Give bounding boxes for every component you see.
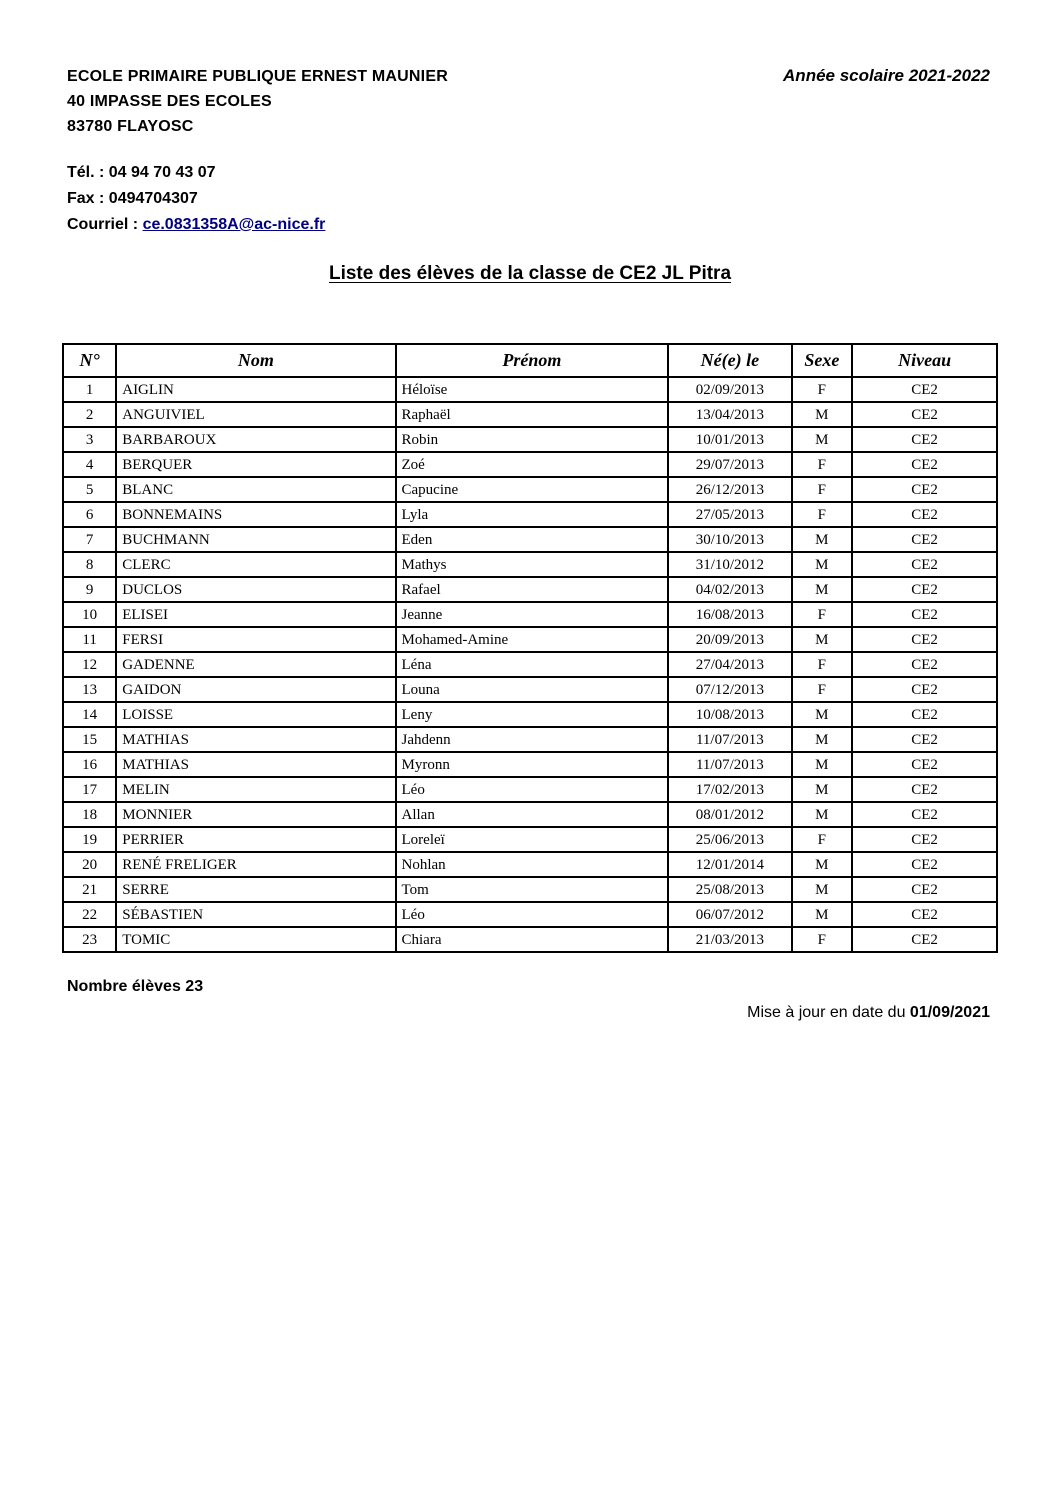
cell-num: 20: [63, 852, 116, 877]
table-header-row: [63, 344, 997, 377]
cell-sexe: M: [792, 877, 853, 902]
cell-nom: GAIDON: [116, 677, 395, 702]
table-row: [63, 377, 997, 402]
cell-num: 21: [63, 877, 116, 902]
page-title: Liste des élèves de la classe de CE2 JL Pitra: [328, 263, 732, 284]
cell-ne-le: 30/10/2013: [668, 527, 791, 552]
phone-line: Tél. : 04 94 70 43 07: [67, 164, 216, 181]
cell-ne-le: 13/04/2013: [668, 402, 791, 427]
table-row: [63, 502, 997, 527]
cell-prenom: Eden: [396, 527, 669, 552]
cell-nom: CLERC: [116, 552, 395, 577]
cell-sexe: F: [792, 602, 853, 627]
table-row: [63, 877, 997, 902]
school-address-block: [67, 64, 448, 139]
cell-ne-le: 31/10/2012: [668, 552, 791, 577]
cell-sexe: F: [792, 652, 853, 677]
cell-num: 5: [63, 477, 116, 502]
cell-num: 6: [63, 502, 116, 527]
cell-prenom: Tom: [396, 877, 669, 902]
cell-ne-le: 26/12/2013: [668, 477, 791, 502]
cell-ne-le: 02/09/2013: [668, 377, 791, 402]
cell-nom: BONNEMAINS: [116, 502, 395, 527]
table-row: [63, 477, 997, 502]
cell-niveau: CE2: [852, 577, 997, 602]
table-row: [63, 577, 997, 602]
cell-num: 2: [63, 402, 116, 427]
cell-sexe: M: [792, 627, 853, 652]
cell-sexe: M: [792, 427, 853, 452]
cell-num: 13: [63, 677, 116, 702]
cell-niveau: CE2: [852, 702, 997, 727]
cell-niveau: CE2: [852, 502, 997, 527]
column-header-sexe: Sexe: [792, 344, 853, 377]
cell-num: 10: [63, 602, 116, 627]
cell-sexe: M: [792, 402, 853, 427]
table-row: [63, 852, 997, 877]
cell-ne-le: 06/07/2012: [668, 902, 791, 927]
cell-num: 15: [63, 727, 116, 752]
cell-prenom: Nohlan: [396, 852, 669, 877]
cell-prenom: Capucine: [396, 477, 669, 502]
column-header-niveau: Niveau: [852, 344, 997, 377]
cell-prenom: Mathys: [396, 552, 669, 577]
cell-num: 18: [63, 802, 116, 827]
cell-nom: MELIN: [116, 777, 395, 802]
cell-niveau: CE2: [852, 777, 997, 802]
cell-nom: TOMIC: [116, 927, 395, 952]
table-row: [63, 927, 997, 952]
cell-num: 3: [63, 427, 116, 452]
cell-ne-le: 21/03/2013: [668, 927, 791, 952]
cell-ne-le: 27/05/2013: [668, 502, 791, 527]
cell-nom: DUCLOS: [116, 577, 395, 602]
table-row: [63, 652, 997, 677]
cell-num: 9: [63, 577, 116, 602]
cell-prenom: Robin: [396, 427, 669, 452]
cell-niveau: CE2: [852, 602, 997, 627]
cell-num: 7: [63, 527, 116, 552]
cell-ne-le: 25/06/2013: [668, 827, 791, 852]
cell-sexe: M: [792, 527, 853, 552]
cell-sexe: F: [792, 477, 853, 502]
cell-nom: FERSI: [116, 627, 395, 652]
cell-prenom: Jahdenn: [396, 727, 669, 752]
cell-nom: SERRE: [116, 877, 395, 902]
cell-ne-le: 12/01/2014: [668, 852, 791, 877]
cell-num: 16: [63, 752, 116, 777]
column-header-prenom: Prénom: [396, 344, 669, 377]
table-row: [63, 777, 997, 802]
cell-sexe: M: [792, 727, 853, 752]
cell-ne-le: 17/02/2013: [668, 777, 791, 802]
cell-niveau: CE2: [852, 752, 997, 777]
cell-sexe: F: [792, 677, 853, 702]
cell-num: 1: [63, 377, 116, 402]
table-row: [63, 827, 997, 852]
cell-num: 19: [63, 827, 116, 852]
cell-prenom: Myronn: [396, 752, 669, 777]
cell-prenom: Lyla: [396, 502, 669, 527]
school-name: ECOLE PRIMAIRE PUBLIQUE ERNEST MAUNIER: [67, 68, 448, 85]
school-address-line1: 40 IMPASSE DES ECOLES: [67, 93, 272, 110]
update-line: [747, 1004, 990, 1022]
cell-num: 4: [63, 452, 116, 477]
table-row: [63, 627, 997, 652]
cell-ne-le: 29/07/2013: [668, 452, 791, 477]
school-year: Année scolaire 2021-2022: [783, 66, 990, 85]
table-row: [63, 527, 997, 552]
table-row: [63, 452, 997, 477]
update-label: Mise à jour en date du: [747, 1004, 910, 1021]
cell-nom: GADENNE: [116, 652, 395, 677]
cell-ne-le: 11/07/2013: [668, 752, 791, 777]
cell-niveau: CE2: [852, 652, 997, 677]
table-row: [63, 427, 997, 452]
students-count: [67, 978, 203, 996]
table-row: [63, 727, 997, 752]
cell-prenom: Allan: [396, 802, 669, 827]
table-row: [63, 602, 997, 627]
cell-nom: MATHIAS: [116, 752, 395, 777]
cell-nom: MATHIAS: [116, 727, 395, 752]
cell-nom: SÉBASTIEN: [116, 902, 395, 927]
cell-ne-le: 10/01/2013: [668, 427, 791, 452]
cell-sexe: F: [792, 927, 853, 952]
table-row: [63, 677, 997, 702]
cell-niveau: CE2: [852, 927, 997, 952]
cell-niveau: CE2: [852, 527, 997, 552]
cell-ne-le: 04/02/2013: [668, 577, 791, 602]
cell-nom: BUCHMANN: [116, 527, 395, 552]
cell-sexe: F: [792, 452, 853, 477]
cell-ne-le: 25/08/2013: [668, 877, 791, 902]
cell-prenom: Léo: [396, 902, 669, 927]
cell-nom: BLANC: [116, 477, 395, 502]
contact-block: [67, 160, 325, 238]
cell-num: 8: [63, 552, 116, 577]
cell-nom: RENÉ FRELIGER: [116, 852, 395, 877]
cell-nom: ELISEI: [116, 602, 395, 627]
cell-sexe: M: [792, 552, 853, 577]
cell-niveau: CE2: [852, 852, 997, 877]
cell-nom: LOISSE: [116, 702, 395, 727]
cell-num: 12: [63, 652, 116, 677]
cell-ne-le: 08/01/2012: [668, 802, 791, 827]
column-header-nom: Nom: [116, 344, 395, 377]
cell-prenom: Léo: [396, 777, 669, 802]
cell-nom: BERQUER: [116, 452, 395, 477]
cell-niveau: CE2: [852, 427, 997, 452]
email-link[interactable]: ce.0831358A@ac-nice.fr: [142, 216, 326, 233]
cell-sexe: F: [792, 827, 853, 852]
school-address-line2: 83780 FLAYOSC: [67, 118, 194, 135]
cell-niveau: CE2: [852, 802, 997, 827]
cell-prenom: Loreleï: [396, 827, 669, 852]
cell-niveau: CE2: [852, 477, 997, 502]
table-row: [63, 902, 997, 927]
cell-sexe: M: [792, 902, 853, 927]
cell-ne-le: 07/12/2013: [668, 677, 791, 702]
cell-sexe: F: [792, 502, 853, 527]
students-count-value: 23: [185, 978, 204, 995]
cell-ne-le: 16/08/2013: [668, 602, 791, 627]
cell-niveau: CE2: [852, 902, 997, 927]
cell-prenom: Louna: [396, 677, 669, 702]
cell-num: 17: [63, 777, 116, 802]
cell-sexe: F: [792, 377, 853, 402]
column-header-ne-le: Né(e) le: [668, 344, 791, 377]
update-date: 01/09/2021: [909, 1004, 990, 1021]
cell-prenom: Héloïse: [396, 377, 669, 402]
table-row: [63, 752, 997, 777]
cell-niveau: CE2: [852, 377, 997, 402]
students-count-label: Nombre élèves: [67, 978, 181, 995]
cell-ne-le: 11/07/2013: [668, 727, 791, 752]
cell-sexe: M: [792, 577, 853, 602]
cell-ne-le: 27/04/2013: [668, 652, 791, 677]
cell-prenom: Rafael: [396, 577, 669, 602]
column-header-num: N°: [63, 344, 116, 377]
cell-ne-le: 10/08/2013: [668, 702, 791, 727]
cell-ne-le: 20/09/2013: [668, 627, 791, 652]
cell-nom: BARBAROUX: [116, 427, 395, 452]
cell-niveau: CE2: [852, 877, 997, 902]
cell-prenom: Mohamed-Amine: [396, 627, 669, 652]
cell-num: 22: [63, 902, 116, 927]
cell-niveau: CE2: [852, 727, 997, 752]
cell-niveau: CE2: [852, 452, 997, 477]
cell-niveau: CE2: [852, 627, 997, 652]
cell-niveau: CE2: [852, 827, 997, 852]
cell-nom: AIGLIN: [116, 377, 395, 402]
cell-num: 23: [63, 927, 116, 952]
cell-nom: ANGUIVIEL: [116, 402, 395, 427]
cell-prenom: Zoé: [396, 452, 669, 477]
fax-line: Fax : 0494704307: [67, 190, 198, 207]
table-row: [63, 552, 997, 577]
table-header: [63, 344, 997, 377]
cell-nom: PERRIER: [116, 827, 395, 852]
cell-prenom: Jeanne: [396, 602, 669, 627]
table-row: [63, 702, 997, 727]
students-table: [62, 343, 998, 953]
email-line: [67, 212, 325, 238]
cell-prenom: Raphaël: [396, 402, 669, 427]
cell-sexe: M: [792, 752, 853, 777]
table-row: [63, 402, 997, 427]
cell-prenom: Leny: [396, 702, 669, 727]
cell-nom: MONNIER: [116, 802, 395, 827]
email-label: Courriel :: [67, 216, 143, 233]
cell-num: 11: [63, 627, 116, 652]
cell-prenom: Chiara: [396, 927, 669, 952]
cell-sexe: M: [792, 852, 853, 877]
cell-sexe: M: [792, 777, 853, 802]
cell-niveau: CE2: [852, 677, 997, 702]
cell-niveau: CE2: [852, 402, 997, 427]
table-row: [63, 802, 997, 827]
cell-niveau: CE2: [852, 552, 997, 577]
cell-sexe: M: [792, 702, 853, 727]
cell-num: 14: [63, 702, 116, 727]
cell-prenom: Léna: [396, 652, 669, 677]
cell-sexe: M: [792, 802, 853, 827]
